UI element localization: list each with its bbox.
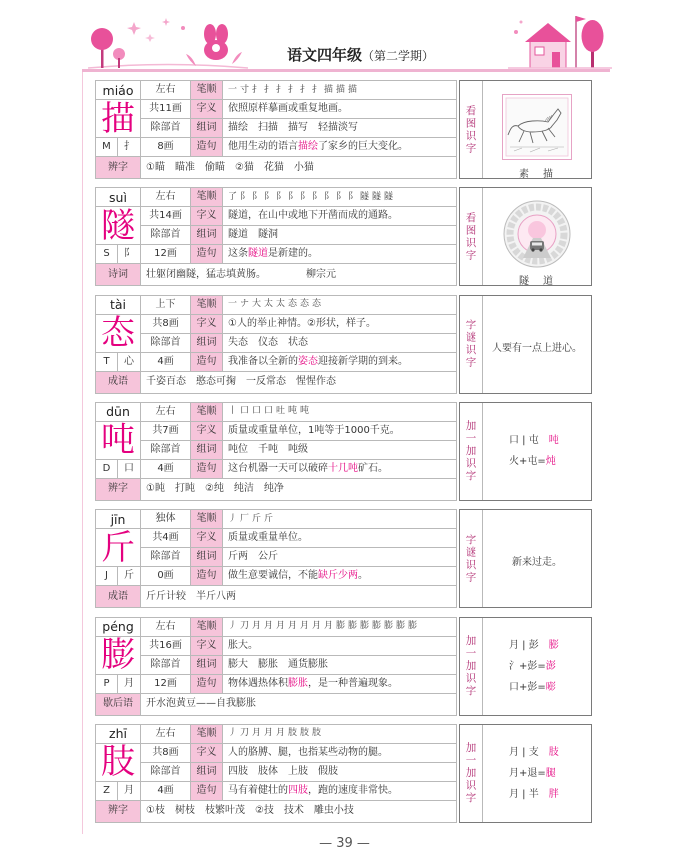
sentence-label: 造句 <box>191 674 223 693</box>
radical-note: 除部首 <box>141 548 191 567</box>
structure: 上下 <box>141 295 191 314</box>
sentence-label: 造句 <box>191 567 223 586</box>
radical-note: 除部首 <box>141 655 191 674</box>
side-panel <box>459 509 592 608</box>
remaining-strokes: 4画 <box>141 459 191 478</box>
extra-author: 柳宗元 <box>306 268 337 280</box>
radical-note: 除部首 <box>141 440 191 459</box>
character: 描 <box>96 100 141 138</box>
pinyin: suì <box>96 188 141 207</box>
meaning: 质量或重量单位，1吨等于1000千克。 <box>223 421 457 440</box>
add-line <box>509 656 591 677</box>
sentence-label: 造句 <box>191 352 223 371</box>
page-number: — 39 — <box>319 836 370 851</box>
add-expression: 月 | 支 <box>509 746 549 758</box>
pinyin: miáo <box>96 81 141 100</box>
add-line <box>509 635 591 656</box>
side-label: 看图识字 <box>464 104 477 155</box>
meaning-label: 字义 <box>191 743 223 762</box>
extra-label: 辨字 <box>96 800 141 822</box>
sentence-highlight: 隧道 <box>248 248 269 260</box>
sentence-label: 造句 <box>191 245 223 264</box>
character-table <box>95 402 457 501</box>
sentence <box>223 245 457 264</box>
words-label: 组词 <box>191 333 223 352</box>
side-label: 字谜识字 <box>464 319 477 370</box>
side-content <box>483 403 591 500</box>
meaning-label: 字义 <box>191 529 223 548</box>
add-result: 嘭 <box>545 681 556 693</box>
stroke-order: 丿厂斤斤 <box>223 510 457 529</box>
extra-label: 辨字 <box>96 478 141 500</box>
picture-caption: 隧 道 <box>519 276 555 288</box>
radical: 心 <box>118 352 141 371</box>
extra-label: 歇后语 <box>96 693 141 715</box>
side-panel <box>459 617 592 716</box>
side-panel <box>459 724 592 823</box>
extra <box>141 478 457 500</box>
stroke-count: 共11画 <box>141 100 191 119</box>
words-label: 组词 <box>191 440 223 459</box>
initial-letter: Z <box>96 781 118 800</box>
structure: 左右 <box>141 188 191 207</box>
side-label-cell <box>460 188 483 285</box>
add-lines <box>483 618 591 715</box>
structure: 左右 <box>141 81 191 100</box>
words-label: 组词 <box>191 226 223 245</box>
sentence-highlight: 膨胀 <box>288 677 309 689</box>
header-decoration-left-icon <box>88 14 248 70</box>
stroke-order: 了阝阝阝阝阝阝阝阝阝阝隧隧隧 <box>223 188 457 207</box>
stroke-order: 丨口口口吐吨吨 <box>223 402 457 421</box>
extra-label: 诗词 <box>96 264 141 286</box>
words: 四肢 肢体 上肢 假肢 <box>223 762 457 781</box>
words: 吨位 千吨 吨级 <box>223 440 457 459</box>
add-result: 胖 <box>548 788 559 800</box>
sentence-after: 矿石。 <box>358 462 388 474</box>
meaning: 隧道，在山中或地下开凿而成的通路。 <box>223 207 457 226</box>
horse-sketch-icon <box>502 94 572 160</box>
character: 隧 <box>96 207 141 245</box>
stroke-order-label: 笔顺 <box>191 724 223 743</box>
sentence <box>223 459 457 478</box>
meaning: 依照原样摹画或重复地画。 <box>223 100 457 119</box>
initial-letter: J <box>96 567 118 586</box>
add-result: 肢 <box>548 746 559 758</box>
stroke-order: 一ナ大太太态态态 <box>223 295 457 314</box>
stroke-count: 共8画 <box>141 743 191 762</box>
meaning-label: 字义 <box>191 100 223 119</box>
stroke-order: 丿刀月月月月月月月膨膨膨膨膨膨膨 <box>223 617 457 636</box>
side-label: 加一加识字 <box>464 634 477 698</box>
radical: 斤 <box>118 567 141 586</box>
sentence-before: 物体遇热体积 <box>228 677 289 689</box>
words: 斤两 公斤 <box>223 548 457 567</box>
sentence-before: 马有着健壮的 <box>228 784 288 796</box>
stroke-count: 共8画 <box>141 314 191 333</box>
character: 肢 <box>96 743 141 781</box>
stroke-order-label: 笔顺 <box>191 295 223 314</box>
sentence <box>223 567 457 586</box>
remaining-strokes: 4画 <box>141 781 191 800</box>
radical: 月 <box>118 781 141 800</box>
title-term: （第二学期） <box>362 49 435 63</box>
extra-label: 辨字 <box>96 157 141 179</box>
meaning: ①人的举止神情。②形状，样子。 <box>223 314 457 333</box>
stroke-count: 共4画 <box>141 529 191 548</box>
remaining-strokes: 12画 <box>141 674 191 693</box>
extra-text: ①盹 打盹 ②纯 纯洁 纯净 <box>146 483 284 495</box>
meaning-label: 字义 <box>191 314 223 333</box>
stroke-count: 共16画 <box>141 636 191 655</box>
sentence-before: 他用生动的语言 <box>228 141 298 152</box>
character-table <box>95 187 457 286</box>
header-decoration-right-icon <box>508 12 612 70</box>
side-label: 加一加识字 <box>464 420 477 483</box>
extra <box>141 800 457 822</box>
character-entry-2 <box>95 187 592 286</box>
stroke-order: 丿刀月月月肢肢肢 <box>223 724 457 743</box>
side-content <box>483 296 591 393</box>
remaining-strokes: 0画 <box>141 567 191 586</box>
header-rule <box>82 69 610 72</box>
stroke-order: 一寸扌扌扌扌扌扌描描描 <box>223 81 457 100</box>
add-result: 吨 <box>548 435 559 447</box>
sentence-highlight: 描绘 <box>298 141 318 152</box>
pinyin: péng <box>96 617 141 636</box>
structure: 左右 <box>141 402 191 421</box>
side-label: 看图识字 <box>464 211 477 262</box>
character-entry-4 <box>95 402 592 501</box>
words-label: 组词 <box>191 548 223 567</box>
sentence-after: 了家乡的巨大变化。 <box>318 141 408 152</box>
extra <box>141 693 457 715</box>
radical-note: 除部首 <box>141 119 191 138</box>
side-panel <box>459 295 592 394</box>
character: 吨 <box>96 421 141 459</box>
add-expression: 火+屯= <box>509 456 546 468</box>
radical: 阝 <box>118 245 141 264</box>
sentence-before: 这条 <box>228 248 249 260</box>
add-line <box>509 677 591 698</box>
sentence-label: 造句 <box>191 459 223 478</box>
sentence-highlight: 十几吨 <box>328 462 358 474</box>
stroke-order-label: 笔顺 <box>191 510 223 529</box>
sentence-label: 造句 <box>191 781 223 800</box>
structure: 左右 <box>141 724 191 743</box>
character-table <box>95 509 457 608</box>
title-main: 语文四年级 <box>287 46 363 64</box>
add-line <box>509 784 591 805</box>
meaning-label: 字义 <box>191 636 223 655</box>
stroke-count: 共7画 <box>141 421 191 440</box>
side-label-cell <box>460 510 483 607</box>
character: 态 <box>96 314 141 352</box>
side-panel <box>459 402 592 501</box>
extra <box>141 371 457 393</box>
margin-rule <box>82 72 83 834</box>
character-table <box>95 724 457 823</box>
add-line <box>509 451 591 472</box>
side-content <box>483 618 591 715</box>
side-content <box>483 510 591 607</box>
remaining-strokes: 12画 <box>141 245 191 264</box>
structure: 左右 <box>141 617 191 636</box>
character-entry-6 <box>95 617 592 716</box>
side-label: 加一加识字 <box>464 742 477 805</box>
meaning: 胀大。 <box>223 636 457 655</box>
extra-text: ①瞄 瞄准 偷瞄 ②猫 花猫 小猫 <box>146 161 314 173</box>
sentence <box>223 674 457 693</box>
tunnel-icon <box>499 198 575 268</box>
sentence-after: ，跑的速度非常快。 <box>308 784 398 796</box>
words-label: 组词 <box>191 762 223 781</box>
add-expression: 口+彭= <box>509 681 546 693</box>
character-entry-3 <box>95 295 592 394</box>
extra-text: 斤斤计较 半斤八两 <box>146 590 236 602</box>
picture-caption: 素 描 <box>519 169 555 180</box>
sentence-after: 迎接新学期的到来。 <box>318 355 409 367</box>
add-lines <box>483 403 591 500</box>
extra-text: 千姿百态 憨态可掬 一反常态 惺惺作态 <box>146 376 337 388</box>
remaining-strokes: 8画 <box>141 138 191 157</box>
initial-letter: P <box>96 674 118 693</box>
stroke-order-label: 笔顺 <box>191 402 223 421</box>
pinyin: zhī <box>96 724 141 743</box>
add-line <box>509 763 591 784</box>
add-expression: 月 | 半 <box>509 788 549 800</box>
extra-text: 壮躯闭幽隧，猛志填黄肠。 <box>146 268 267 280</box>
side-label: 字谜识字 <box>464 533 477 584</box>
sentence-highlight: 四肢 <box>288 784 308 796</box>
sentence-highlight: 姿态 <box>298 355 319 367</box>
words: 描绘 扫描 描写 轻描淡写 <box>223 119 457 138</box>
sentence-before: 做生意要诚信，不能 <box>228 570 318 582</box>
radical-note: 除部首 <box>141 762 191 781</box>
extra <box>141 264 457 286</box>
radical: 扌 <box>118 138 141 157</box>
meaning-label: 字义 <box>191 207 223 226</box>
character-table <box>95 295 457 394</box>
initial-letter: M <box>96 138 118 157</box>
character-entry-1 <box>95 80 592 179</box>
sentence-label: 造句 <box>191 138 223 157</box>
pinyin: dūn <box>96 402 141 421</box>
radical: 月 <box>118 674 141 693</box>
side-panel <box>459 80 592 179</box>
words: 膨大 膨胀 通货膨胀 <box>223 655 457 674</box>
character-table <box>95 80 457 179</box>
add-expression: 氵+彭= <box>509 660 546 672</box>
riddle-text: 新来过走。 <box>512 557 562 569</box>
stroke-order-label: 笔顺 <box>191 81 223 100</box>
radical-note: 除部首 <box>141 226 191 245</box>
side-content <box>483 188 591 288</box>
initial-letter: S <box>96 245 118 264</box>
structure: 独体 <box>141 510 191 529</box>
side-label-cell <box>460 725 483 822</box>
meaning: 质量或重量单位。 <box>223 529 457 548</box>
pinyin: tài <box>96 295 141 314</box>
pinyin: jīn <box>96 510 141 529</box>
character: 膨 <box>96 636 141 674</box>
meaning-label: 字义 <box>191 421 223 440</box>
side-label-cell <box>460 296 483 393</box>
add-expression: 口 | 屯 <box>509 435 549 447</box>
character-entry-5 <box>95 509 592 608</box>
sentence-after: ，是一种普遍现象。 <box>308 677 399 689</box>
add-result: 炖 <box>545 456 556 468</box>
extra-label: 成语 <box>96 371 141 393</box>
words: 失态 仪态 状态 <box>223 333 457 352</box>
character: 斤 <box>96 529 141 567</box>
side-content <box>483 725 591 822</box>
sentence-before: 这台机器一天可以破碎 <box>228 462 328 474</box>
sentence-before: 我准备以全新的 <box>228 355 299 367</box>
side-label-cell <box>460 81 483 178</box>
stroke-order-label: 笔顺 <box>191 617 223 636</box>
initial-letter: T <box>96 352 118 371</box>
sentence-highlight: 缺斤少两 <box>318 570 358 582</box>
page-title <box>287 44 434 65</box>
radical-note: 除部首 <box>141 333 191 352</box>
sentence <box>223 352 457 371</box>
stroke-count: 共14画 <box>141 207 191 226</box>
extra-label: 成语 <box>96 586 141 608</box>
extra <box>141 157 457 179</box>
add-result: 膨 <box>548 639 559 651</box>
add-line <box>509 742 591 763</box>
riddle-text: 人要有一点上进心。 <box>492 342 582 354</box>
radical: 口 <box>118 459 141 478</box>
add-result: 腿 <box>545 767 556 779</box>
meaning: 人的胳膊、腿，也指某些动物的腿。 <box>223 743 457 762</box>
add-expression: 月 | 彭 <box>509 639 549 651</box>
add-lines <box>483 725 591 822</box>
sentence <box>223 781 457 800</box>
character-entry-7 <box>95 724 592 823</box>
side-label-cell <box>460 618 483 715</box>
side-content <box>483 81 591 178</box>
words: 隧道 隧洞 <box>223 226 457 245</box>
extra <box>141 586 457 608</box>
side-label-cell <box>460 403 483 500</box>
remaining-strokes: 4画 <box>141 352 191 371</box>
add-result: 澎 <box>545 660 556 672</box>
extra-text: ①枝 树枝 枝繁叶茂 ②技 技术 雕虫小技 <box>146 805 354 817</box>
extra-text: 开水泡黄豆——自我膨胀 <box>146 698 257 709</box>
stroke-order-label: 笔顺 <box>191 188 223 207</box>
character-table <box>95 617 457 716</box>
sentence-after: 是新建的。 <box>268 248 319 260</box>
words-label: 组词 <box>191 119 223 138</box>
sentence-after: 。 <box>358 570 368 582</box>
add-expression: 月+退= <box>509 767 546 779</box>
add-line <box>509 430 591 451</box>
sentence <box>223 138 457 157</box>
initial-letter: D <box>96 459 118 478</box>
side-panel <box>459 187 592 286</box>
words-label: 组词 <box>191 655 223 674</box>
